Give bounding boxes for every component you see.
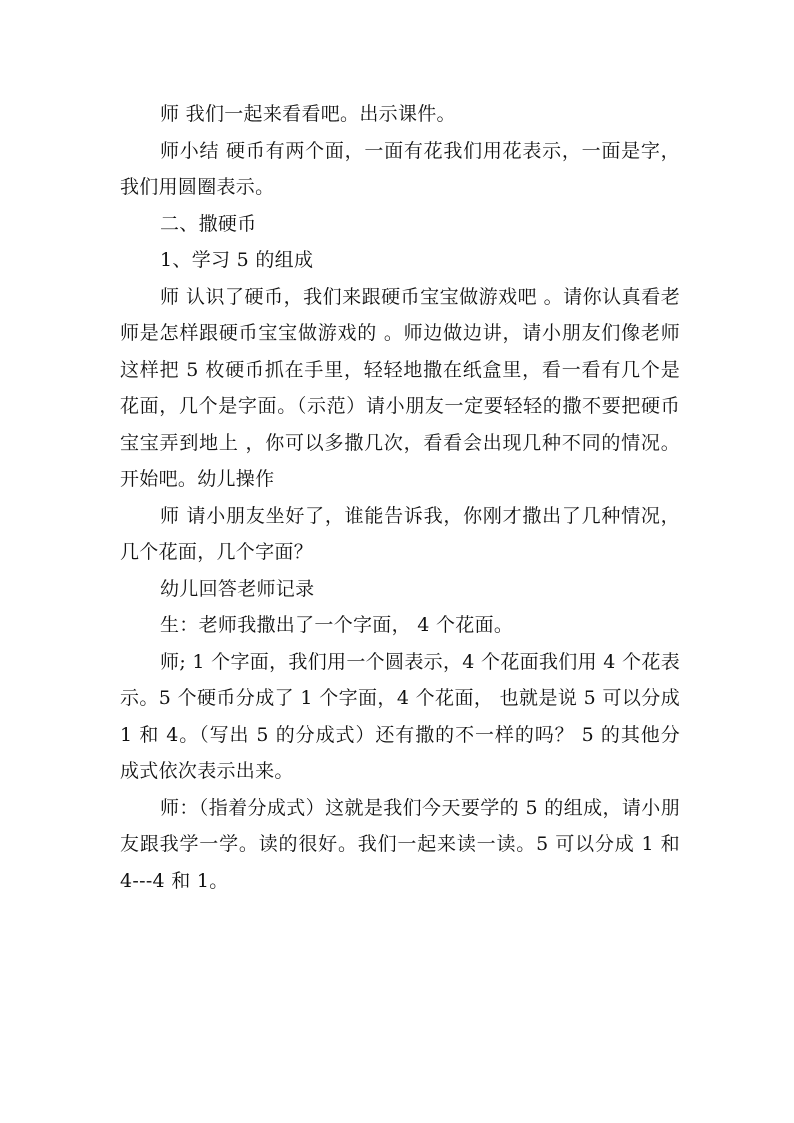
- document-body: [120, 96, 680, 899]
- paragraph-7: 幼儿回答老师记录: [160, 577, 315, 600]
- paragraph-1: 师 我们一起来看看吧。出示课件。: [160, 103, 456, 125]
- paragraph-8: 生：老师我撒出了一个字面， 4 个花面。: [160, 614, 514, 636]
- paragraph-5: 师 认识了硬币，我们来跟硬币宝宝做游戏吧 。请你认真看老师是怎样跟硬币宝宝做游戏的 。师边做边讲，请小朋友们像老师这样把 5 枚硬币抓在手里，轻轻地撒在纸盒里，看一看有几个是花面，几个是字面。（示范）请小朋友一定要轻轻的撒不要把硬币宝宝弄到地上 ，你可以多撒几次，看看会出现几种不同的情况。开始吧。幼儿操作: [120, 285, 680, 490]
- paragraph-6: 师 请小朋友坐好了，谁能告诉我，你刚才撒出了几种情况，几个花面，几个字面？: [120, 504, 680, 563]
- subsection-heading: 1、学习 5 的组成: [160, 249, 314, 271]
- paragraph-9: 师; 1 个字面，我们用一个圆表示，4 个花面我们用 4 个花表示。5 个硬币分成了 1 个字面，4 个花面， 也就是说 5 可以分成 1 和 4。（写出 5 的分成式）还有撒的不一样的吗？ 5 的其他分成式依次表示出来。: [120, 650, 680, 782]
- paragraph-2: 师小结 硬币有两个面，一面有花我们用花表示，一面是字，我们用圆圈表示。: [120, 139, 680, 198]
- paragraph-10: 师：（指着分成式）这就是我们今天要学的 5 的组成，请小朋友跟我学一学。读的很好。我们一起来读一读。5 可以分成 1 和 4---4 和 1。: [120, 796, 680, 892]
- section-heading: 二、撒硬币: [160, 212, 257, 235]
